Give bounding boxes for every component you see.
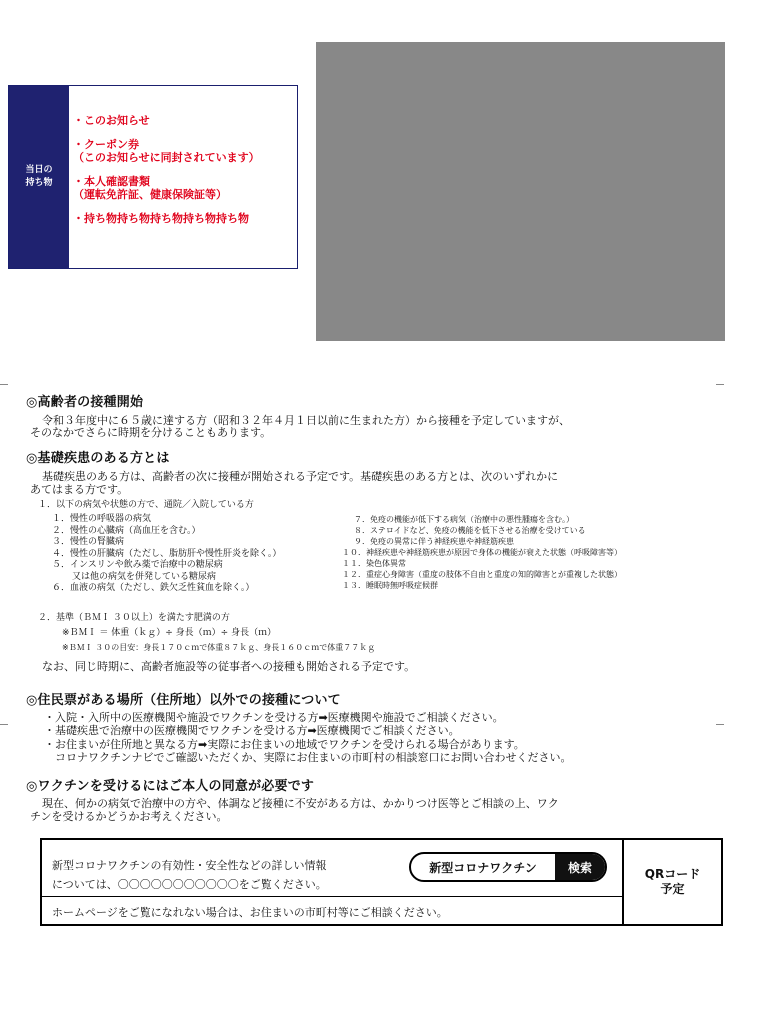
disease-5-sub: 又は他の病気を併発している糖尿病 (72, 571, 217, 582)
underlying-item1-title: １．以下の病気や状態の方で、通院／入院している方 (38, 500, 254, 510)
items-to-bring-box (8, 85, 298, 269)
disease-12: １２．重症心身障害（重度の肢体不自由と重度の知的障害とが重複した状態） (342, 570, 622, 579)
crop-mark-left-top (0, 384, 8, 385)
disease-2: ２．慢性の心臓病（高血圧を含む。） (52, 525, 201, 536)
qr-code-placeholder: QRコード 予定 (644, 867, 701, 896)
crop-mark-right-bottom (716, 724, 724, 725)
crop-mark-left-bottom (0, 724, 8, 725)
underlying-text-1: 基礎疾患のある方は、高齢者の次に接種が開始される予定です。基礎疾患のある方とは、次のいずれかに (42, 470, 559, 483)
crop-mark-right-top (716, 384, 724, 385)
search-box[interactable] (409, 852, 607, 882)
underlying-heading: ◎基礎疾患のある方とは (26, 451, 170, 466)
disease-10: １０．神経疾患や神経筋疾患が原因で身体の機能が衰えた状態（呼吸障害等） (342, 548, 622, 557)
disease-7: ７．免疫の機能が低下する病気（治療中の悪性腫瘍を含む。） (354, 515, 574, 524)
info-line-2: については、〇〇〇〇〇〇〇〇〇〇〇をご覧ください。 (52, 878, 327, 891)
bmi-formula: ※ＢＭＩ ＝ 体重（ｋｇ）÷ 身長（ｍ）÷ 身長（ｍ） (62, 628, 277, 638)
disease-8: ８．ステロイドなど、免疫の機能を低下させる治療を受けている (354, 526, 586, 535)
items-to-bring-list (73, 114, 295, 236)
search-button[interactable]: 検索 (555, 854, 605, 880)
search-term: 新型コロナワクチン (429, 860, 537, 875)
underlying-item2-title: ２．基準（ＢＭＩ ３０以上）を満たす肥満の方 (38, 613, 230, 623)
disease-3: ３．慢性の腎臓病 (52, 537, 125, 547)
residence-heading: ◎住民票がある場所（住所地）以外での接種について (26, 693, 341, 708)
underlying-note: なお、同じ時期に、高齢者施設等の従事者への接種も開始される予定です。 (42, 660, 416, 673)
disease-11: １１．染色体異常 (342, 559, 406, 568)
residence-line-4: コロナワクチンナビでご確認いただくか、実際にお住まいの市町村の相談窓口にお問い合わせください。 (44, 751, 572, 764)
disease-1: １．慢性の呼吸器の病気 (52, 514, 152, 524)
disease-4: ４．慢性の肝臓病（ただし、脂肪肝や慢性肝炎を除く。） (52, 548, 282, 559)
info-line-1: 新型コロナワクチンの有効性・安全性などの詳しい情報 (52, 859, 327, 872)
item-notice: ・このお知らせ (73, 114, 150, 127)
residence-line-3: ・お住まいが住所地と異なる方➡実際にお住まいの地域でワクチンを受けられる場合があります。 (44, 738, 525, 751)
info-divider-horizontal (42, 896, 622, 897)
item-other: ・持ち物持ち物持ち物持ち物持ち物 (73, 212, 249, 225)
info-bottom-text: ホームページをご覧になれない場合は、お住まいの市町村等にご相談ください。 (52, 906, 448, 919)
residence-line-1: ・入院・入所中の医療機関や施設でワクチンを受ける方➡医療機関や施設でご相談ください。 (44, 711, 504, 724)
disease-9: ９．免疫の異常に伴う神経疾患や神経筋疾患 (354, 537, 514, 546)
residence-line-2: ・基礎疾患で治療中の医療機関でワクチンを受ける方➡医療機関でご相談ください。 (44, 724, 460, 737)
consent-text-2: チンを受けるかどうかお考えください。 (30, 810, 228, 823)
item-coupon: ・クーポン券 （このお知らせに同封されています） (73, 138, 260, 164)
info-text (52, 856, 327, 894)
consent-text-1: 現在、何かの病気で治療中の方や、体調など接種に不安がある方は、かかりつけ医等とご相談の上、ワク (42, 797, 559, 810)
item-id-documents: ・本人確認書類 （運転免許証、健康保険証等） (73, 175, 227, 201)
items-to-bring-label: 当日の 持ち物 (9, 86, 69, 268)
disease-5: ５．インスリンや飲み薬で治療中の糖尿病 (52, 560, 223, 570)
bmi-example: ※ＢＭＩ ３０の目安：身長１７０ｃｍで体重８７ｋｇ、身長１６０ｃｍで体重７７ｋｇ (62, 643, 376, 652)
image-placeholder (316, 42, 725, 341)
info-box (40, 838, 723, 926)
elderly-heading: ◎高齢者の接種開始 (26, 395, 144, 410)
disease-list-left (52, 514, 342, 595)
elderly-text-2: そのなかでさらに時期を分けることもあります。 (30, 426, 272, 439)
disease-6: ６．血液の病気（ただし、鉄欠乏性貧血を除く。） (52, 583, 255, 593)
consent-heading: ◎ワクチンを受けるにはご本人の同意が必要です (26, 779, 315, 794)
elderly-text-1: 令和３年度中に６５歳に達する方（昭和３２年４月１日以前に生まれた方）から接種を予定していますが、 (42, 414, 570, 427)
disease-13: １３．睡眠時無呼吸症候群 (342, 581, 438, 590)
disease-list-right (342, 514, 722, 591)
underlying-text-2: あてはまる方です。 (30, 483, 129, 496)
